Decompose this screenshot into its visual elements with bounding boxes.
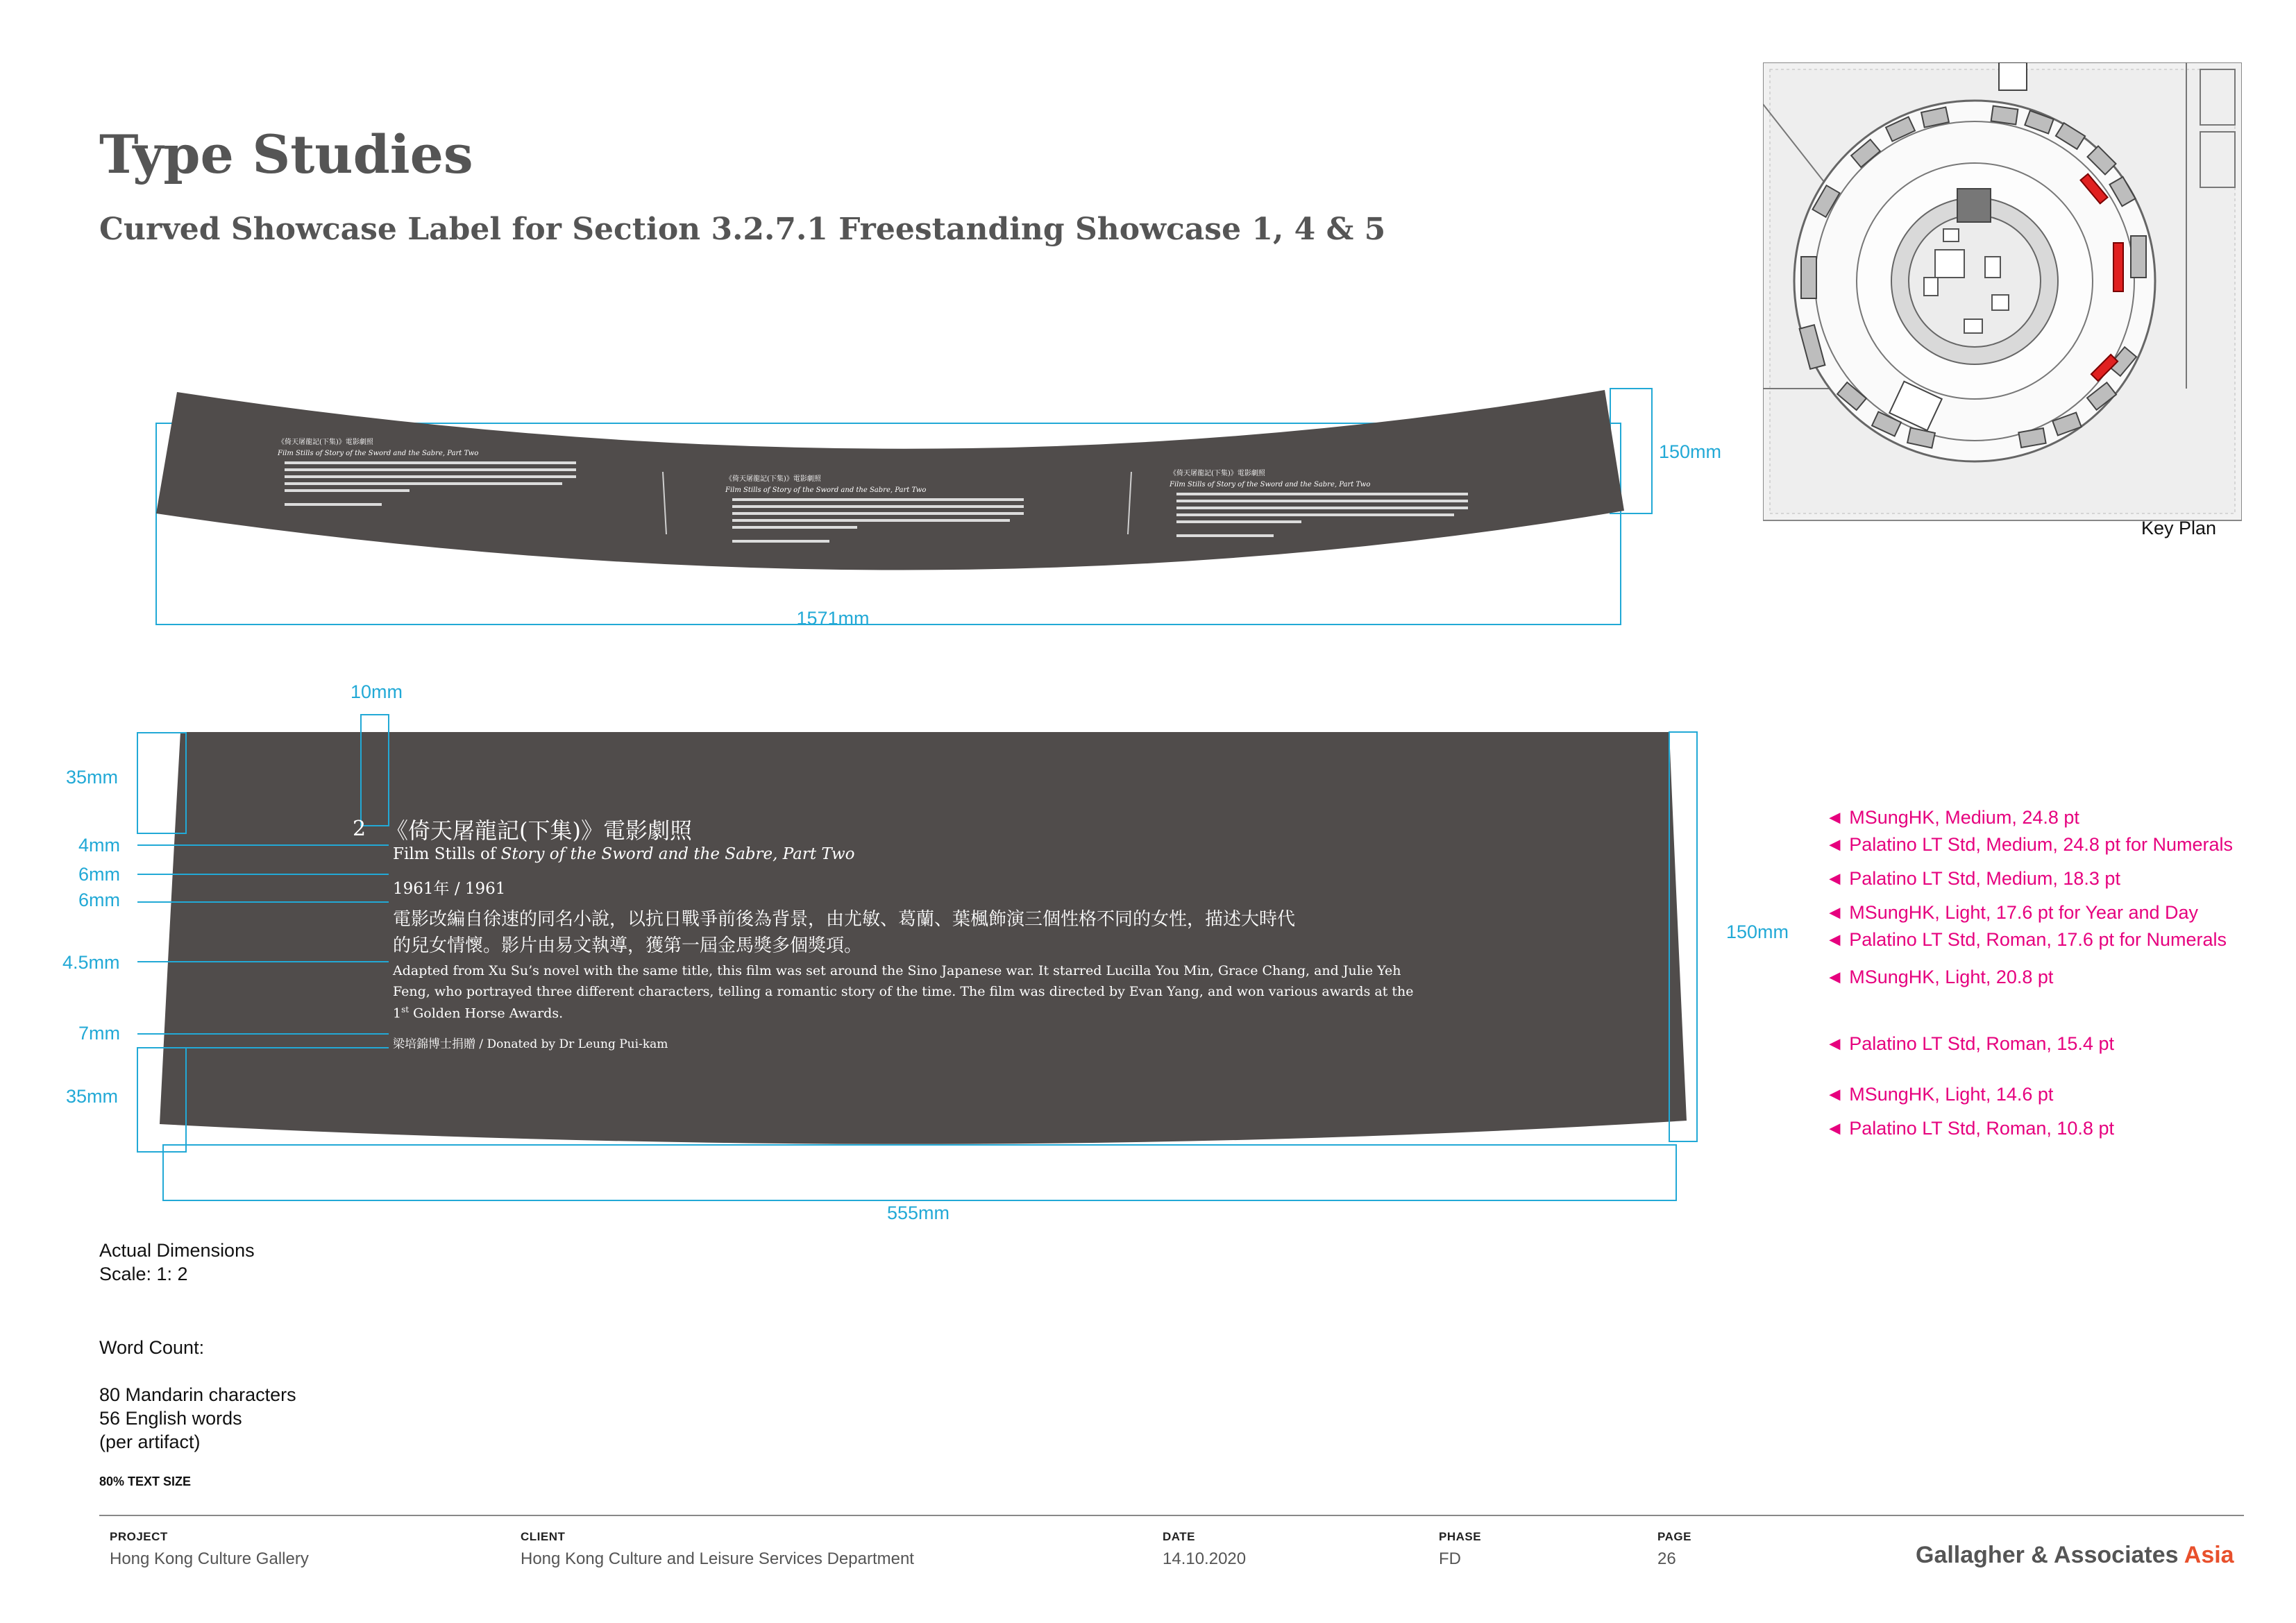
note-per-artifact: (per artifact) <box>99 1431 201 1452</box>
key-plan-caption: Key Plan <box>2141 518 2217 538</box>
note-scale: Scale: 1: 2 <box>99 1264 188 1284</box>
dim-left-3: 6mm <box>78 890 120 910</box>
dim-top-margin: 10mm <box>351 681 403 702</box>
dim-detail-height: 150mm <box>1726 921 1789 942</box>
dim-left-5: 7mm <box>78 1023 120 1044</box>
spec-4: ◄ Palatino LT Std, Roman, 17.6 pt for Numerals <box>1825 929 2227 950</box>
dim-left-2: 6mm <box>78 864 120 885</box>
key-plan-drawing <box>1763 62 2242 534</box>
note-english-count: 56 English words <box>99 1408 242 1429</box>
footer-project: Hong Kong Culture Gallery <box>110 1549 309 1568</box>
footer-page-label: PAGE <box>1657 1530 1691 1543</box>
footer-client: Hong Kong Culture and Leisure Services Department <box>521 1549 914 1568</box>
label-body-en-line-1: Adapted from Xu Su’s novel with the same title, this film was set around the Sino Japanese war. It starred Lucilla You Min, Grace Chang, and Julie Yeh <box>393 963 1401 978</box>
label-body-zh-line-1: 電影改編自徐速的同名小說，以抗日戰爭前後為背景，由尤敏、葛蘭、葉楓飾演三個性格不同的女性，描述大時代 <box>393 909 1296 930</box>
footer-phase: FD <box>1439 1549 1461 1568</box>
label-title-zh: 《倚天屠龍記(下集)》電影劇照 <box>386 817 692 844</box>
label-body-zh-line-2: 的兒女情懷。影片由易文執導，獲第一屆金馬獎多個獎項。 <box>393 935 863 956</box>
dim-left-6: 35mm <box>66 1086 119 1107</box>
dim-left-0: 35mm <box>66 767 119 788</box>
spec-6: ◄ Palatino LT Std, Roman, 15.4 pt <box>1825 1033 2114 1054</box>
label-number: 2 <box>353 817 366 841</box>
footer-project-label: PROJECT <box>110 1530 168 1543</box>
spec-8: ◄ Palatino LT Std, Roman, 10.8 pt <box>1825 1118 2114 1139</box>
footer-date: 14.10.2020 <box>1163 1549 1247 1568</box>
overview-curved-label <box>139 375 1763 638</box>
brand-logo: Gallagher & Associates Asia <box>1916 1542 2234 1568</box>
footer-phase-label: PHASE <box>1439 1530 1482 1543</box>
label-body-en-line-3: 1st Golden Horse Awards. <box>393 1005 564 1021</box>
page-title: Type Studies <box>99 124 473 185</box>
footer-client-label: CLIENT <box>521 1530 566 1543</box>
footer-page: 26 <box>1657 1549 1676 1568</box>
note-word-count-label: Word Count: <box>99 1337 205 1358</box>
note-actual-dimensions: Actual Dimensions <box>99 1240 255 1261</box>
label-title-en: Film Stills of Story of the Sword and the Sabre, Part Two <box>393 845 855 863</box>
overview-panel-2-title-zh: 《倚天屠龍記(下集)》電影劇照 <box>725 475 821 483</box>
note-mandarin-count: 80 Mandarin characters <box>99 1384 296 1405</box>
label-year: 1961年 / 1961 <box>393 880 506 898</box>
spec-3: ◄ MSungHK, Light, 17.6 pt for Year and Day <box>1825 902 2199 923</box>
overview-panel-3-title-en: Film Stills of Story of the Sword and the Sabre, Part Two <box>1170 481 1371 488</box>
overview-height-dim: 150mm <box>1659 441 1722 462</box>
page-subtitle: Curved Showcase Label for Section 3.2.7.1 Freestanding Showcase 1, 4 & 5 <box>99 212 1386 247</box>
label-body-en-line-2: Feng, who portrayed three different characters, telling a romantic story of the time. The film was directed by Evan Yang, and won various awards at the <box>393 984 1414 999</box>
overview-panel-1-title-zh: 《倚天屠龍記(下集)》電影劇照 <box>278 439 373 446</box>
spec-2: ◄ Palatino LT Std, Medium, 18.3 pt <box>1825 868 2120 889</box>
overview-width-dim: 1571mm <box>796 608 870 629</box>
overview-panel-3-title-zh: 《倚天屠龍記(下集)》電影劇照 <box>1170 470 1265 477</box>
dim-left-1: 4mm <box>78 835 120 856</box>
label-credit: 梁培錦博士捐贈 / Donated by Dr Leung Pui-kam <box>393 1037 668 1051</box>
footer-date-label: DATE <box>1163 1530 1196 1543</box>
overview-panel-2-title-en: Film Stills of Story of the Sword and the Sabre, Part Two <box>725 486 927 494</box>
note-text-size: 80% TEXT SIZE <box>99 1475 192 1488</box>
dim-detail-width: 555mm <box>887 1203 950 1223</box>
spec-7: ◄ MSungHK, Light, 14.6 pt <box>1825 1084 2054 1105</box>
footer-divider <box>99 1515 2244 1516</box>
detail-dimension-guides <box>132 708 1728 1207</box>
spec-1: ◄ Palatino LT Std, Medium, 24.8 pt for Numerals <box>1825 834 2233 855</box>
spec-5: ◄ MSungHK, Light, 20.8 pt <box>1825 967 2054 987</box>
spec-0: ◄ MSungHK, Medium, 24.8 pt <box>1825 807 2079 828</box>
dim-left-4: 4.5mm <box>62 952 120 973</box>
overview-panel-1-title-en: Film Stills of Story of the Sword and the Sabre, Part Two <box>278 450 479 457</box>
